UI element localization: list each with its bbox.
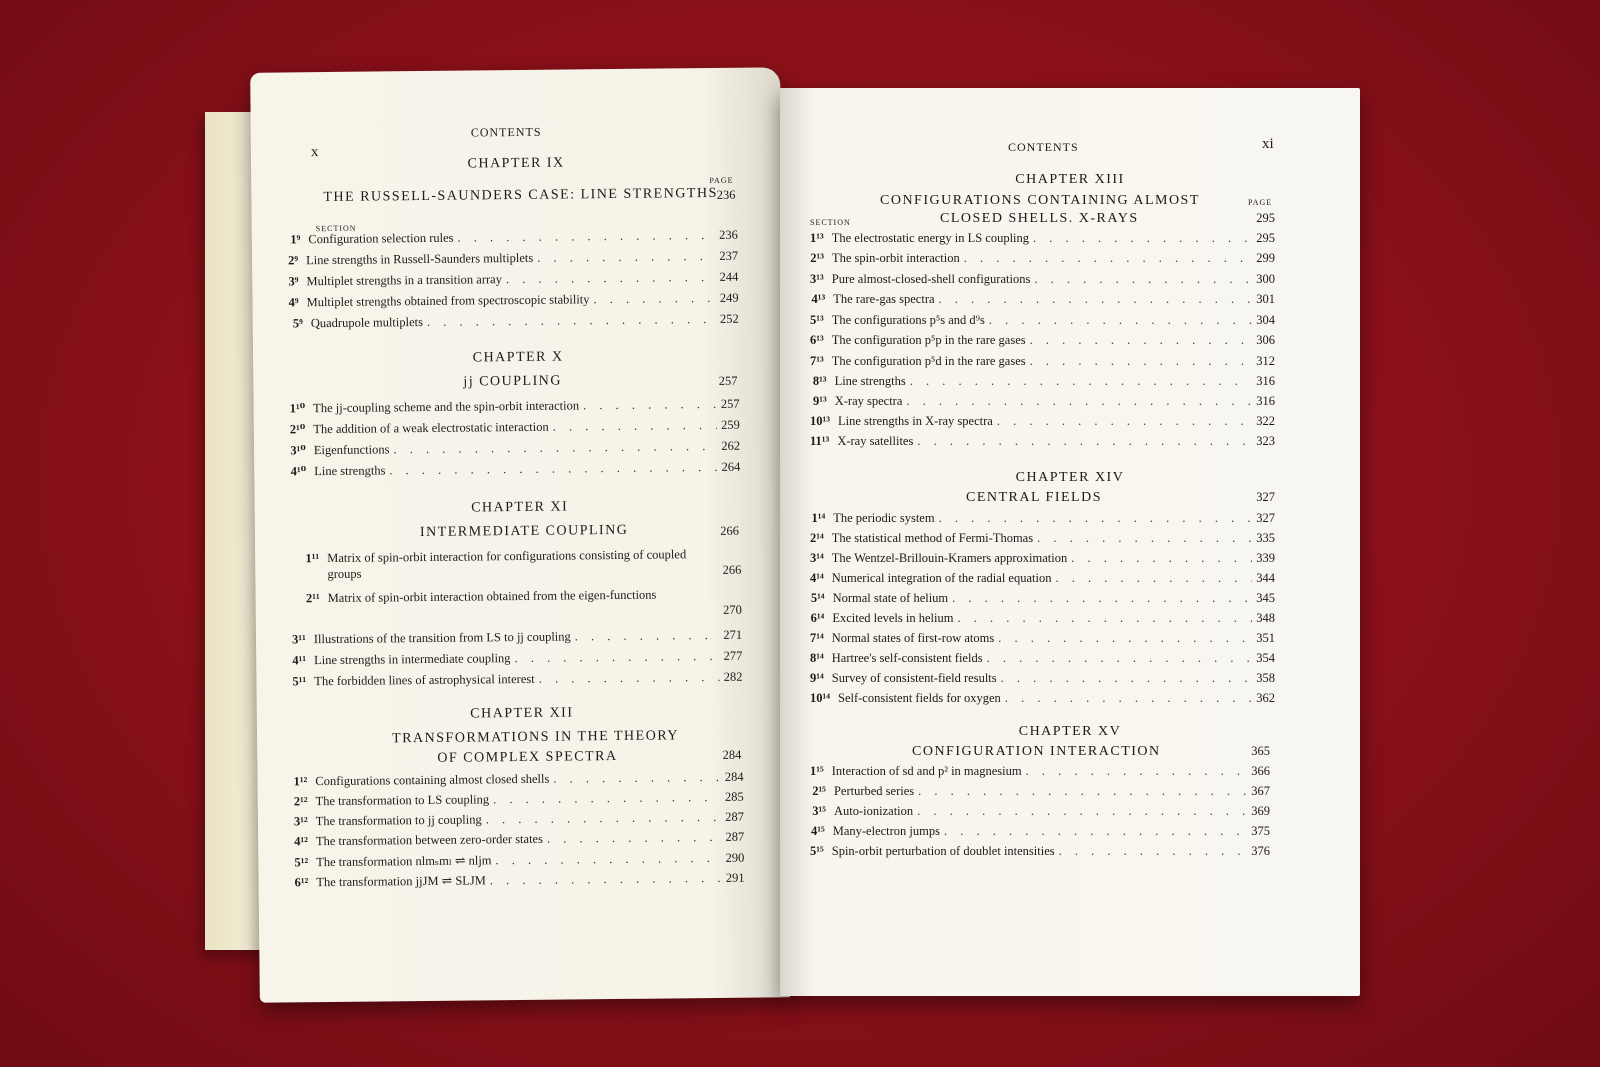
left-page (250, 67, 790, 1002)
toc-entry (292, 628, 742, 651)
entry-title: The transformation between zero-order states (315, 831, 543, 849)
toc-entry (294, 830, 744, 853)
entry-title: The transformation to jj coupling (315, 812, 482, 829)
entry-number: 1¹⁵ (810, 764, 824, 778)
entry-number: 3¹¹ (292, 632, 306, 647)
right-page (780, 88, 1360, 996)
chapter-12-subtitle-line1: TRANSFORMATIONS IN THE THEORY (392, 728, 680, 747)
entry-title: Line strengths (314, 463, 386, 479)
entry-page: 259 (721, 417, 740, 432)
toc-entry (810, 824, 1270, 842)
entry-page: 323 (1256, 434, 1275, 448)
entry-title: The transformation jjJM ⇌ SLJM (316, 873, 486, 890)
right-running-header: CONTENTS (1008, 140, 1079, 154)
entry-page: 354 (1256, 651, 1275, 665)
entry-number: 5¹³ (810, 313, 824, 327)
toc-entry (810, 571, 1275, 589)
entry-title: The periodic system (833, 511, 935, 525)
entry-title: X-ray spectra (834, 394, 903, 408)
entry-page: 304 (1256, 313, 1275, 327)
entry-number: 11¹³ (810, 434, 830, 448)
entry-page: 351 (1256, 631, 1275, 645)
entry-number: 5¹¹ (292, 674, 307, 689)
left-section-label: SECTION (315, 223, 357, 234)
chapter-9-subtitle: THE RUSSELL-SAUNDERS CASE: LINE STRENGTHS (323, 185, 718, 206)
right-folio: xi (1262, 136, 1274, 152)
entry-page: 300 (1256, 272, 1275, 286)
entry-number: 7¹⁴ (810, 631, 824, 645)
toc-entry (810, 784, 1270, 802)
entry-title: The configurations p⁵s and d⁹s (831, 313, 985, 327)
chapter-15-subtitle: CONFIGURATION INTERACTION (912, 744, 1161, 759)
entry-page: 236 (719, 227, 738, 242)
toc-entry (810, 313, 1275, 331)
entry-title: Matrix of spin-orbit interaction for configurations consisting of coupled groups (327, 547, 687, 582)
entry-page: 252 (719, 311, 739, 326)
entry-title: Line strengths in intermediate coupling (313, 651, 511, 668)
entry-title: The jj-coupling scheme and the spin-orbit interaction (313, 398, 580, 416)
entry-title: The transformation to LS coupling (315, 792, 490, 809)
chapter-13-subtitle-line2: CLOSED SHELLS. X-RAYS (940, 211, 1139, 226)
entry-page: 287 (725, 809, 745, 824)
entry-number: 5¹⁵ (810, 844, 824, 858)
toc-entry (810, 611, 1275, 629)
entry-page: 322 (1256, 414, 1275, 428)
entry-number: 9¹⁴ (810, 671, 824, 685)
toc-entry (810, 671, 1275, 689)
chapter-15-title: CHAPTER XV (1018, 724, 1122, 739)
chapter-10-page: 257 (718, 373, 738, 388)
entry-title: Eigenfunctions (313, 442, 390, 458)
entry-number: 10¹⁴ (810, 691, 830, 705)
chapter-13-page: 295 (1256, 211, 1275, 225)
entry-page: 301 (1256, 292, 1275, 306)
entry-number: 4¹⁰ (290, 464, 307, 479)
toc-entry (810, 374, 1275, 392)
toc-entry (292, 670, 742, 693)
chapter-15-page: 365 (1251, 744, 1270, 758)
entry-page: 345 (1256, 591, 1275, 605)
entry-number: 4¹⁴ (810, 571, 824, 585)
entry-page: 327 (1256, 511, 1275, 525)
toc-entry (810, 251, 1275, 269)
toc-entry (810, 531, 1275, 549)
toc-entry (810, 804, 1270, 822)
left-running-header: CONTENTS (470, 124, 542, 140)
entry-page: 264 (721, 459, 741, 474)
toc-entry (810, 394, 1275, 412)
chapter-11-title: CHAPTER XI (471, 499, 569, 516)
toc-entry (810, 631, 1275, 649)
chapter-9-title: CHAPTER IX (467, 155, 565, 172)
entry-title: Multiplet strengths in a transition array (306, 272, 503, 289)
entry-page: 376 (1251, 844, 1270, 858)
toc-entry (810, 764, 1270, 782)
entry-page: 244 (719, 269, 739, 284)
entry-title: Quadrupole multiplets (310, 315, 424, 331)
chapter-14-page: 327 (1256, 490, 1275, 504)
toc-entry (292, 649, 742, 672)
toc-entry (810, 414, 1275, 432)
entry-number: 1¹³ (810, 231, 824, 245)
toc-entry (810, 354, 1275, 372)
toc-entry (293, 770, 743, 793)
toc-entry (294, 790, 744, 813)
entry-page: 358 (1256, 671, 1275, 685)
toc-entry (295, 870, 745, 893)
chapter-12-title: CHAPTER XII (470, 705, 574, 722)
entry-title: The electrostatic energy in LS coupling (831, 231, 1030, 245)
entry-number: 2¹⁴ (810, 531, 824, 545)
right-page-label: PAGE (1248, 198, 1273, 207)
chapter-14-subtitle: CENTRAL FIELDS (966, 490, 1102, 505)
entry-page: 369 (1251, 804, 1270, 818)
entry-page: 282 (723, 669, 743, 684)
entry-title: The spin-orbit interaction (832, 251, 960, 265)
toc-entry (292, 586, 742, 627)
entry-page: 271 (723, 627, 743, 642)
entry-number: 6¹⁴ (810, 611, 825, 625)
toc-entry (810, 691, 1275, 709)
entry-title: The forbidden lines of astrophysical interest (314, 671, 535, 689)
entry-number: 6¹³ (810, 333, 824, 347)
entry-number: 9¹³ (812, 394, 827, 408)
left-page-label: PAGE (709, 175, 734, 185)
entry-title: Self-consistent fields for oxygen (838, 691, 1001, 705)
toc-entry (810, 231, 1275, 249)
toc-entry (288, 270, 738, 293)
entry-page: 367 (1251, 784, 1270, 798)
entry-title: Excited levels in helium (832, 611, 954, 625)
toc-entry (810, 333, 1275, 351)
entry-title: Perturbed series (833, 784, 915, 798)
chapter-10-subtitle: jj COUPLING (463, 373, 563, 390)
entry-number: 2¹⁰ (289, 422, 306, 437)
entry-page: 291 (725, 870, 745, 885)
entry-title: Numerical integration of the radial equation (831, 571, 1052, 585)
entry-title: The configuration p⁵p in the rare gases (831, 333, 1026, 347)
entry-number: 3¹² (293, 814, 308, 829)
entry-page: 287 (725, 829, 745, 844)
toc-entry (290, 459, 740, 482)
chapter-11-page: 266 (720, 523, 740, 538)
entry-page: 266 (722, 562, 742, 577)
entry-title: The addition of a weak electrostatic interaction (313, 419, 549, 437)
entry-page: 312 (1256, 354, 1275, 368)
toc-entry (290, 396, 740, 419)
entry-title: Illustrations of the transition from LS to jj coupling (313, 629, 571, 647)
entry-page: 316 (1256, 394, 1276, 408)
entry-number: 4¹³ (811, 292, 826, 306)
entry-page: 299 (1256, 251, 1275, 265)
entry-page: 339 (1256, 551, 1275, 565)
entry-number: 8¹⁴ (810, 651, 824, 665)
entry-number: 3⁹ (288, 274, 299, 289)
entry-page: 362 (1256, 691, 1275, 705)
chapter-12-page: 284 (722, 747, 742, 762)
toc-entry (288, 291, 738, 314)
entry-number: 2¹² (293, 794, 308, 809)
entry-title: Configurations containing almost closed shells (315, 771, 550, 789)
entry-page: 277 (723, 648, 743, 663)
entry-title: Configuration selection rules (308, 230, 454, 247)
entry-number: 4⁹ (288, 295, 299, 310)
toc-entry (810, 844, 1270, 862)
entry-title: Normal state of helium (832, 591, 949, 605)
entry-number: 2¹¹ (305, 591, 320, 606)
entry-title: Pure almost-closed-shell configurations (831, 272, 1031, 286)
entry-number: 5⁹ (292, 316, 303, 331)
right-section-label: SECTION (810, 218, 851, 227)
entry-number: 1¹² (293, 774, 308, 789)
entry-number: 1¹⁰ (289, 401, 306, 416)
entry-number: 6¹² (294, 875, 309, 890)
entry-title: Matrix of spin-orbit interaction obtained from the eigen-functions (327, 587, 657, 606)
entry-title: Line strengths in X-ray spectra (838, 414, 993, 428)
entry-number: 3¹⁵ (812, 804, 826, 818)
entry-title: The rare-gas spectra (833, 292, 935, 306)
toc-entry (290, 417, 740, 440)
entry-number: 2⁹ (288, 253, 299, 268)
entry-title: Line strengths in Russell-Saunders multiplets (306, 250, 534, 268)
entry-number: 1¹⁴ (811, 511, 826, 525)
entry-number: 4¹² (294, 834, 309, 849)
entry-title: The statistical method of Fermi-Thomas (831, 531, 1034, 545)
entry-number: 5¹² (294, 855, 309, 870)
entry-number: 3¹³ (810, 272, 824, 286)
chapter-9-page: 236 (716, 187, 736, 202)
chapter-14-title: CHAPTER XIV (1015, 470, 1125, 485)
entry-page: 348 (1256, 611, 1275, 625)
entry-number: 4¹¹ (292, 653, 307, 668)
chapter-10-title: CHAPTER X (472, 349, 564, 366)
toc-entry (291, 546, 741, 587)
entry-page: 285 (724, 789, 744, 804)
toc-entry (290, 438, 740, 461)
entry-title: Hartree's self-consistent fields (831, 651, 983, 665)
toc-entry (289, 312, 739, 335)
chapter-12-subtitle-line2: OF COMPLEX SPECTRA (437, 748, 618, 766)
entry-page: 335 (1256, 531, 1275, 545)
entry-page: 316 (1256, 374, 1275, 388)
entry-page: 249 (719, 290, 739, 305)
entry-page: 284 (724, 769, 744, 784)
left-folio: x (310, 144, 319, 161)
entry-page: 295 (1256, 231, 1275, 245)
entry-title: The Wentzel-Brillouin-Kramers approximation (831, 551, 1068, 565)
entry-number: 3¹⁰ (290, 443, 306, 458)
entry-number: 3¹⁴ (810, 551, 824, 565)
entry-title: The transformation nlmₛmₗ ⇌ nljm (316, 853, 492, 870)
entry-number: 2¹⁵ (812, 784, 826, 798)
entry-number: 1¹¹ (305, 551, 320, 566)
toc-entry (810, 292, 1275, 310)
entry-title: Survey of consistent-field results (831, 671, 997, 685)
toc-entry (288, 249, 738, 272)
entry-title: Spin-orbit perturbation of doublet intensities (831, 844, 1055, 858)
chapter-11-subtitle: INTERMEDIATE COUPLING (419, 522, 629, 541)
toc-entry (810, 434, 1275, 452)
toc-entry (288, 228, 738, 251)
entry-title: Interaction of sd and p² in magnesium (831, 764, 1022, 778)
entry-page: 237 (719, 248, 739, 263)
toc-entry (810, 511, 1275, 529)
entry-page: 257 (720, 396, 740, 411)
entry-number: 2¹³ (810, 251, 824, 265)
entry-page: 375 (1251, 824, 1270, 838)
entry-title: Many-electron jumps (832, 824, 940, 838)
entry-number: 10¹³ (810, 414, 830, 428)
entry-page: 270 (722, 602, 742, 617)
entry-number: 8¹³ (812, 374, 827, 388)
entry-page: 290 (725, 850, 745, 865)
toc-entry (294, 810, 744, 833)
entry-number: 4¹⁵ (810, 824, 825, 838)
toc-entry (294, 850, 744, 873)
entry-title: Auto-ionization (833, 804, 914, 818)
entry-number: 7¹³ (810, 354, 824, 368)
toc-entry (810, 272, 1275, 290)
entry-title: Multiplet strengths obtained from spectroscopic stability (306, 292, 590, 310)
toc-entry (810, 591, 1275, 609)
entry-title: Normal states of first-row atoms (831, 631, 995, 645)
entry-title: X-ray satellites (837, 434, 914, 448)
entry-page: 306 (1256, 333, 1275, 347)
entry-page: 366 (1251, 764, 1270, 778)
entry-title: Line strengths (834, 374, 906, 388)
toc-entry (810, 651, 1275, 669)
entry-number: 1⁹ (290, 232, 301, 247)
entry-number: 5¹⁴ (810, 591, 825, 605)
toc-entry (810, 551, 1275, 569)
chapter-13-subtitle-line1: CONFIGURATIONS CONTAINING ALMOST (880, 193, 1200, 208)
entry-page: 344 (1256, 571, 1275, 585)
entry-page: 262 (721, 438, 741, 453)
chapter-13-title: CHAPTER XIII (1015, 172, 1125, 187)
entry-title: The configuration p⁵d in the rare gases (831, 354, 1026, 368)
